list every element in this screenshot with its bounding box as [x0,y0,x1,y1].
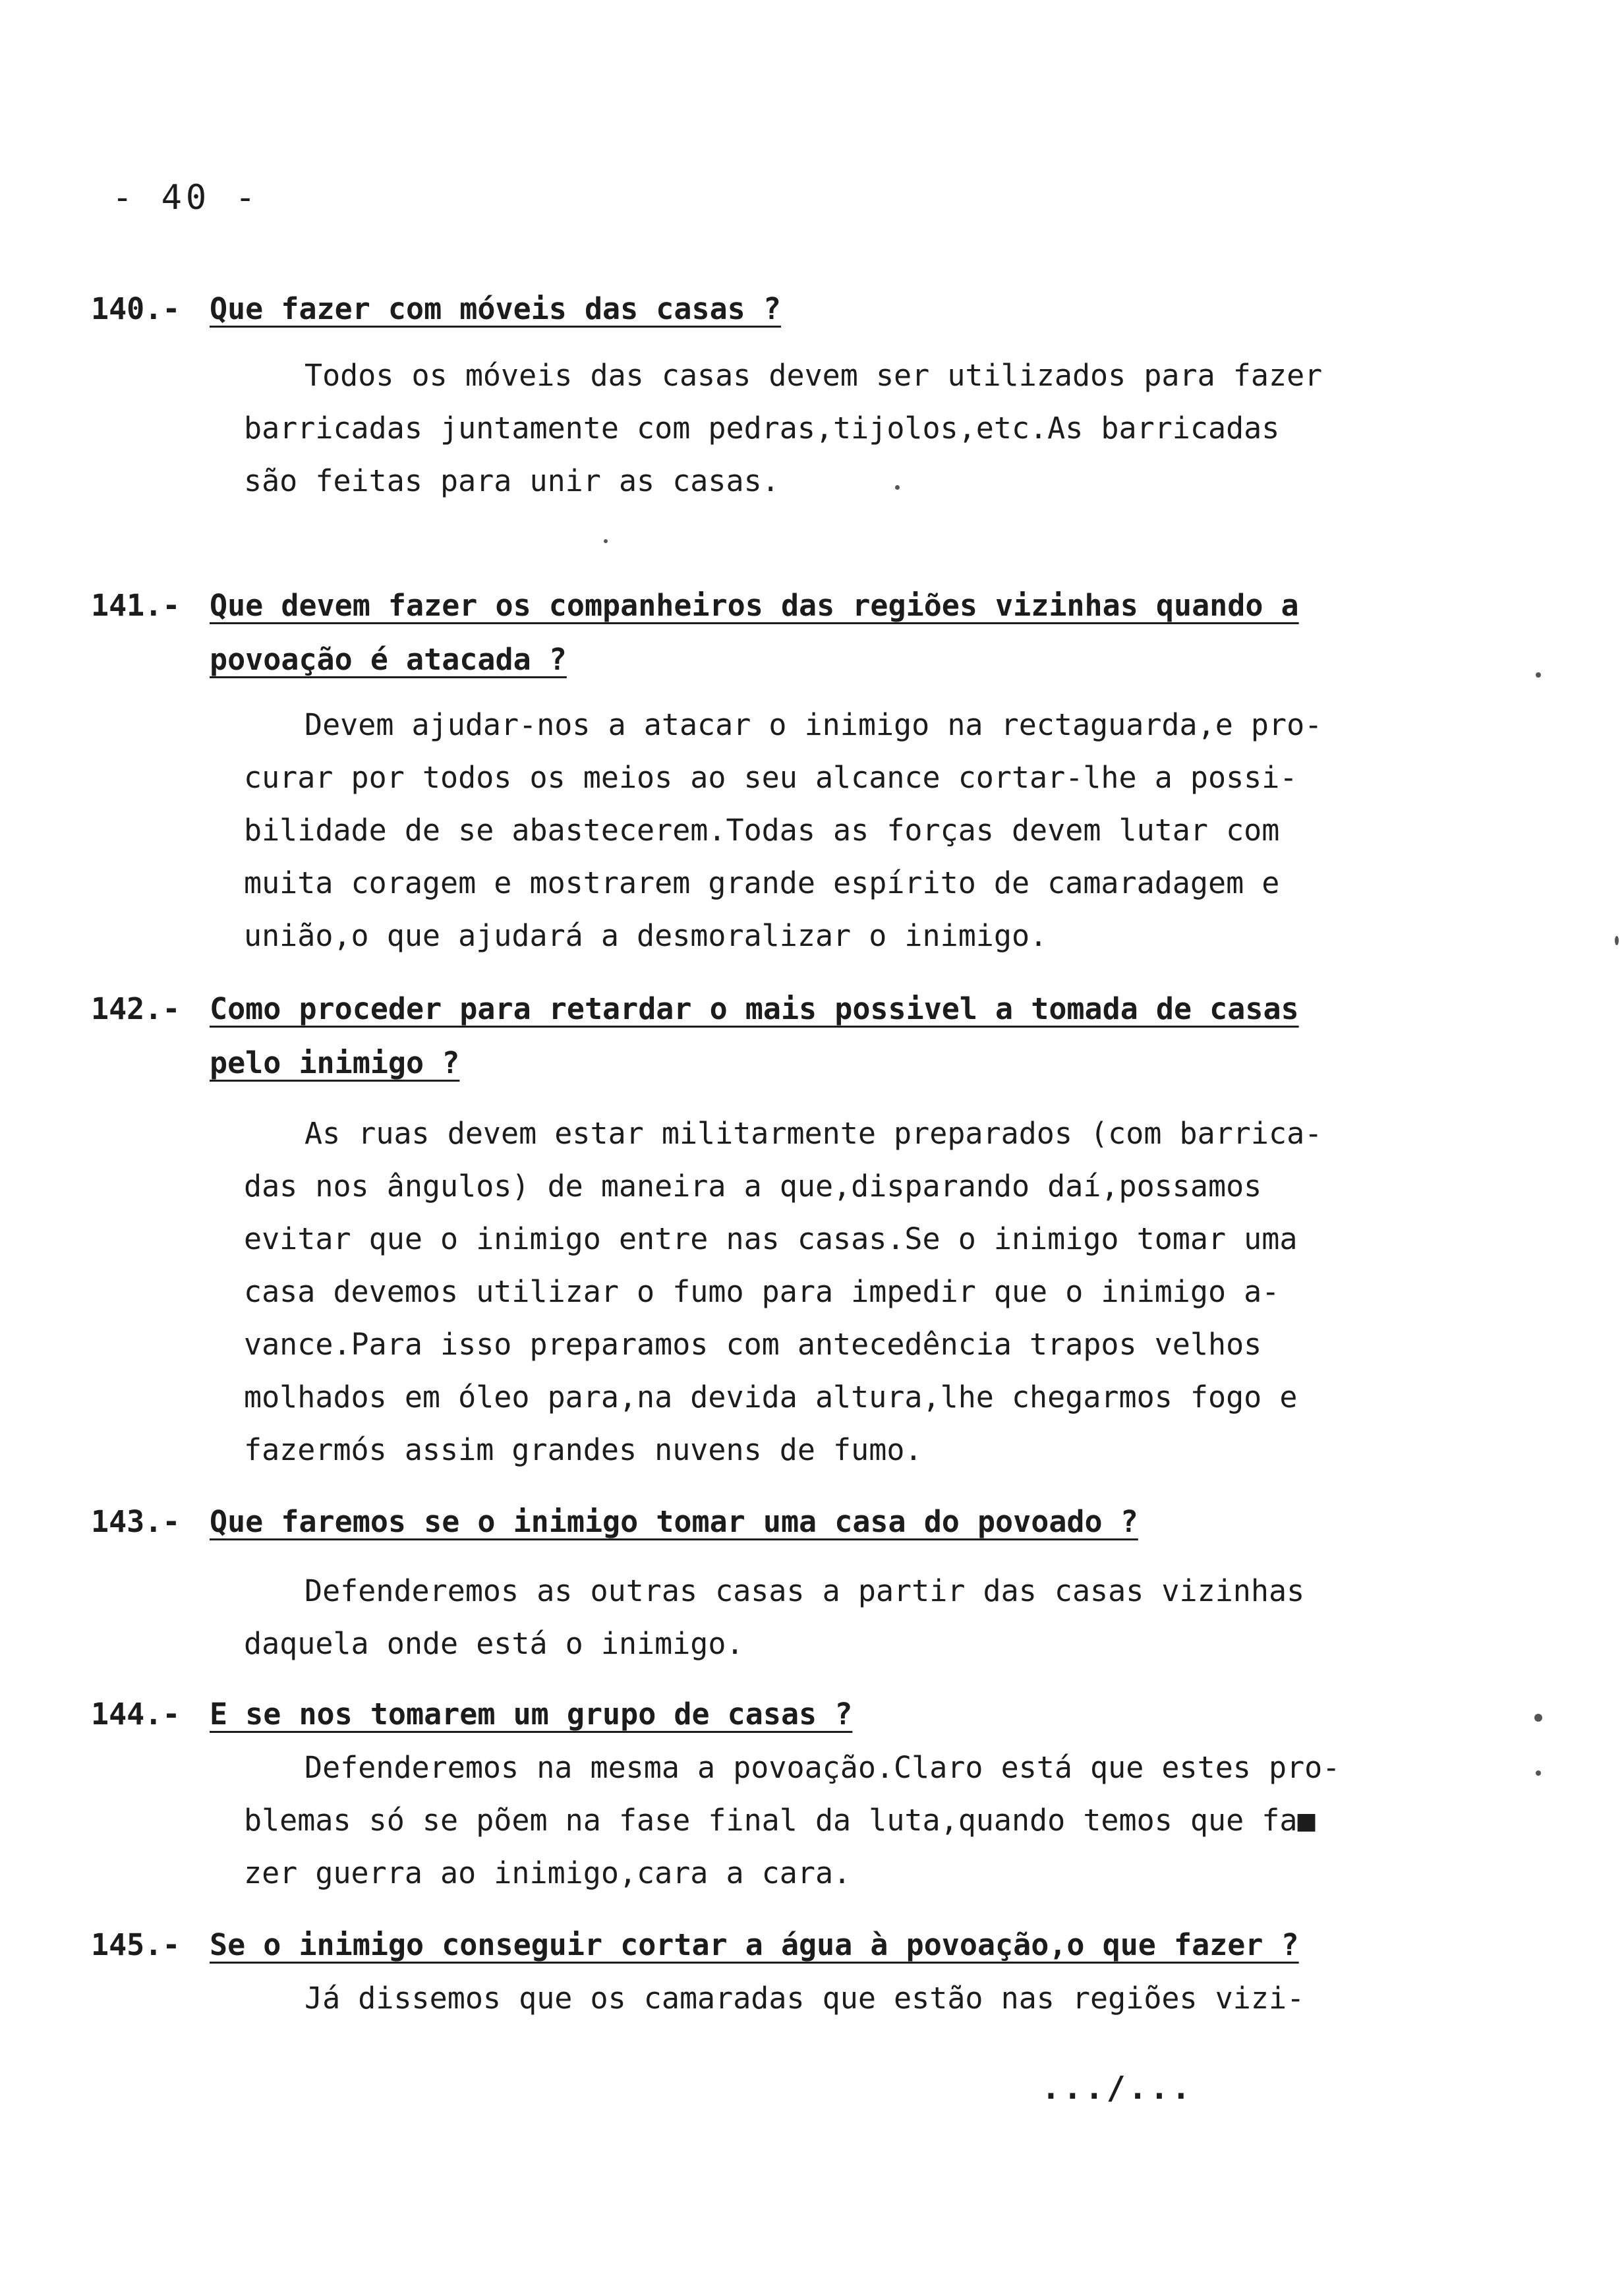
question-143 [91,1495,1422,1549]
scan-speck [1615,936,1619,945]
answer-line: das nos ângulos) de maneira a que,disparando daí,possamos [244,1169,1262,1204]
page-number: - 40 - [112,178,260,218]
question-number: 140.- [91,291,181,326]
scan-speck [1534,1714,1542,1722]
question-number: 145.- [91,1927,181,1962]
question-text: Que faremos se o inimigo tomar uma casa do povoado ? [210,1504,1138,1539]
answer-line: blemas só se põem na fase final da luta,quando temos que fa■ [244,1803,1316,1838]
question-145 [91,1918,1422,1972]
answer-line: barricadas juntamente com pedras,tijolos,etc.As barricadas [244,411,1280,446]
answer-line: bilidade de se abastecerem.Todas as forças devem lutar com [244,813,1280,848]
question-text: Se o inimigo conseguir cortar a água à povoação,o que fazer ? [210,1927,1299,1962]
question-text: Que fazer com móveis das casas ? [210,291,781,326]
answer-line: zer guerra ao inimigo,cara a cara. [244,1855,852,1890]
scan-speck [895,485,900,490]
answer-line: fazermós assim grandes nuvens de fumo. [244,1432,923,1467]
answer-145 [244,1972,1417,2025]
answer-144 [244,1741,1417,1900]
question-number: 141.- [91,588,181,623]
answer-line: são feitas para unir as casas. [244,463,780,498]
answer-140 [244,349,1417,508]
scan-speck [604,539,608,543]
answer-line: Defenderemos na mesma a povoação.Claro está que estes pro- [304,1750,1341,1785]
answer-142 [244,1107,1417,1476]
question-text: Como proceder para retardar o mais possivel a tomada de casas [210,991,1299,1026]
answer-line: união,o que ajudará a desmoralizar o inimigo. [244,918,1048,953]
question-number: 142.- [91,991,181,1026]
scan-speck [1536,1770,1541,1776]
answer-line: Todos os móveis das casas devem ser utilizados para fazer [304,358,1323,393]
question-text: Que devem fazer os companheiros das regiões vizinhas quando a [210,588,1299,623]
answer-line: molhados em óleo para,na devida altura,lhe chegarmos fogo e [244,1380,1298,1415]
answer-line: Devem ajudar-nos a atacar o inimigo na rectaguarda,e pro- [304,707,1323,742]
answer-141 [244,699,1417,962]
answer-line: Já dissemos que os camaradas que estão nas regiões vizi- [304,1981,1305,2016]
answer-line: casa devemos utilizar o fumo para impedir que o inimigo a- [244,1274,1280,1309]
question-144 [91,1687,1422,1741]
question-142 [91,982,1422,1080]
question-text: E se nos tomarem um grupo de casas ? [210,1697,853,1732]
answer-line: Defenderemos as outras casas a partir das casas vizinhas [304,1573,1305,1608]
question-141 [91,579,1422,677]
answer-line: muita coragem e mostrarem grande espírito de camaradagem e [244,865,1280,900]
question-text-line-2: pelo inimigo ? [210,1045,460,1080]
answer-line: curar por todos os meios ao seu alcance cortar-lhe a possi- [244,760,1298,795]
scan-speck [1536,672,1541,678]
question-number: 143.- [91,1504,181,1539]
answer-line: evitar que o inimigo entre nas casas.Se o inimigo tomar uma [244,1221,1298,1256]
question-text-line-2: povoação é atacada ? [210,642,567,677]
question-number: 144.- [91,1697,181,1732]
answer-line: daquela onde está o inimigo. [244,1626,744,1661]
answer-143 [244,1565,1417,1670]
continuation-marker: .../... [1041,2070,1194,2107]
answer-line: vance.Para isso preparamos com antecedência trapos velhos [244,1327,1262,1362]
question-140 [91,282,1422,336]
answer-line: As ruas devem estar militarmente preparados (com barrica- [304,1116,1323,1151]
